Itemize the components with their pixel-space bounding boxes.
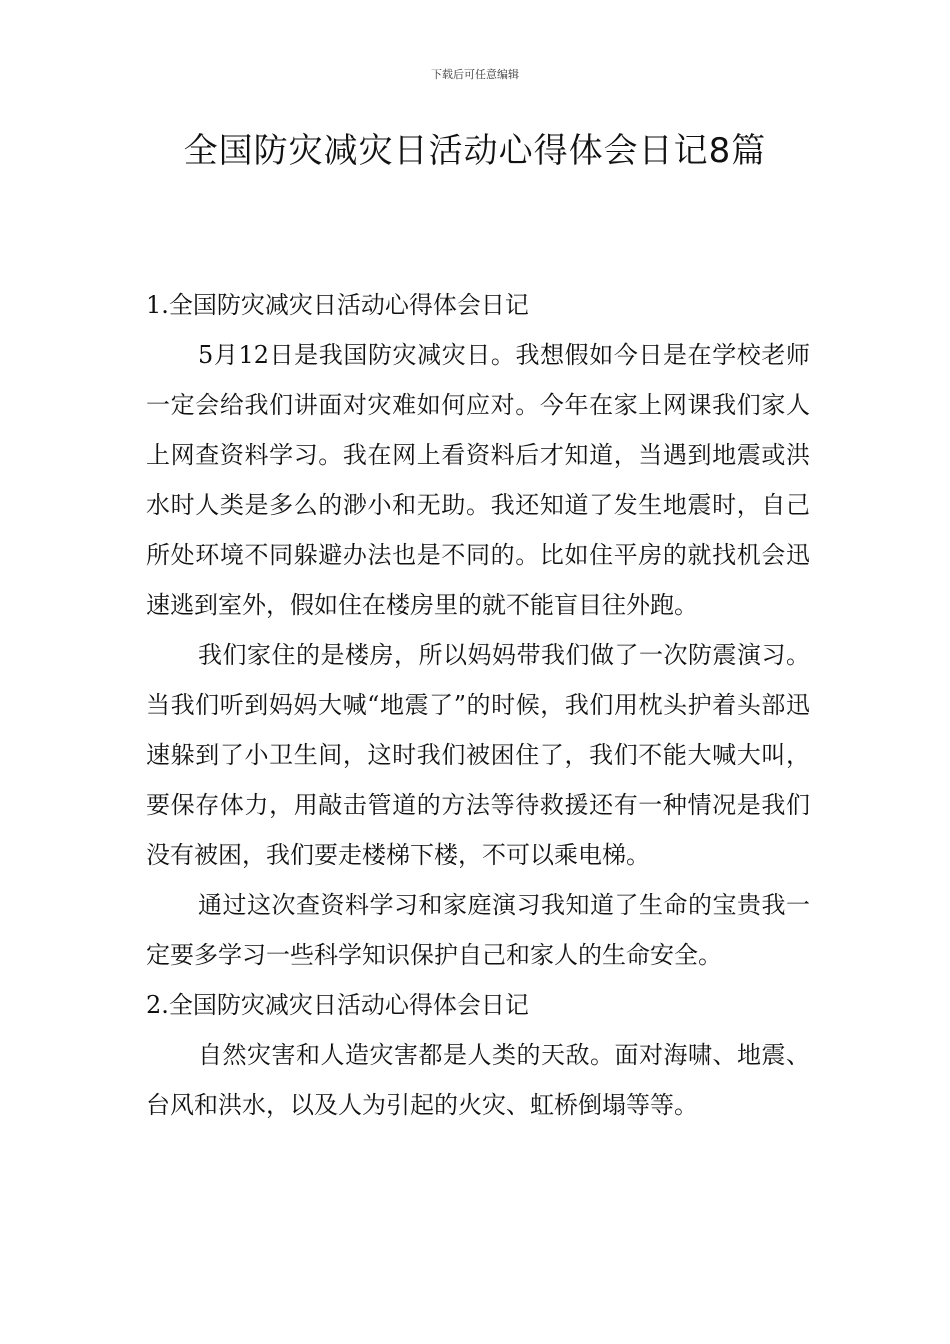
paragraph: 自然灾害和人造灾害都是人类的天敌。面对海啸、地震、台风和洪水，以及人为引起的火灾、虹桥倒塌等等。 <box>146 1041 810 1119</box>
section-heading-2: 2.全国防灾减灾日活动心得体会日记 <box>146 991 529 1019</box>
paragraph: 通过这次查资料学习和家庭演习我知道了生命的宝贵我一定要多学习一些科学知识保护自己和家人的生命安全。 <box>146 891 810 969</box>
paragraph: 我们家住的是楼房，所以妈妈带我们做了一次防震演习。当我们听到妈妈大喊“地震了”的时候，我们用枕头护着头部迅速躲到了小卫生间，这时我们被困住了，我们不能大喊大叫，要保存体力，用敲击管道的方法等待救援还有一种情况是我们没有被困，我们要走楼梯下楼，不可以乘电梯。 <box>146 641 810 869</box>
document-title: 全国防灾减灾日活动心得体会日记8篇 <box>183 131 767 171</box>
paragraph: 5月12日是我国防灾减灾日。我想假如今日是在学校老师一定会给我们讲面对灾难如何应对。今年在家上网课我们家人上网查资料学习。我在网上看资料后才知道，当遇到地震或洪水时人类是多么的渺小和无助。我还知道了发生地震时，自己所处环境不同躲避办法也是不同的。比如住平房的就找机会迅速逃到室外，假如住在楼房里的就不能盲目往外跑。 <box>146 341 810 619</box>
document-body <box>146 280 810 1130</box>
header-note: 下载后可任意编辑 <box>431 68 519 81</box>
section-heading-1: 1.全国防灾减灾日活动心得体会日记 <box>146 291 529 319</box>
